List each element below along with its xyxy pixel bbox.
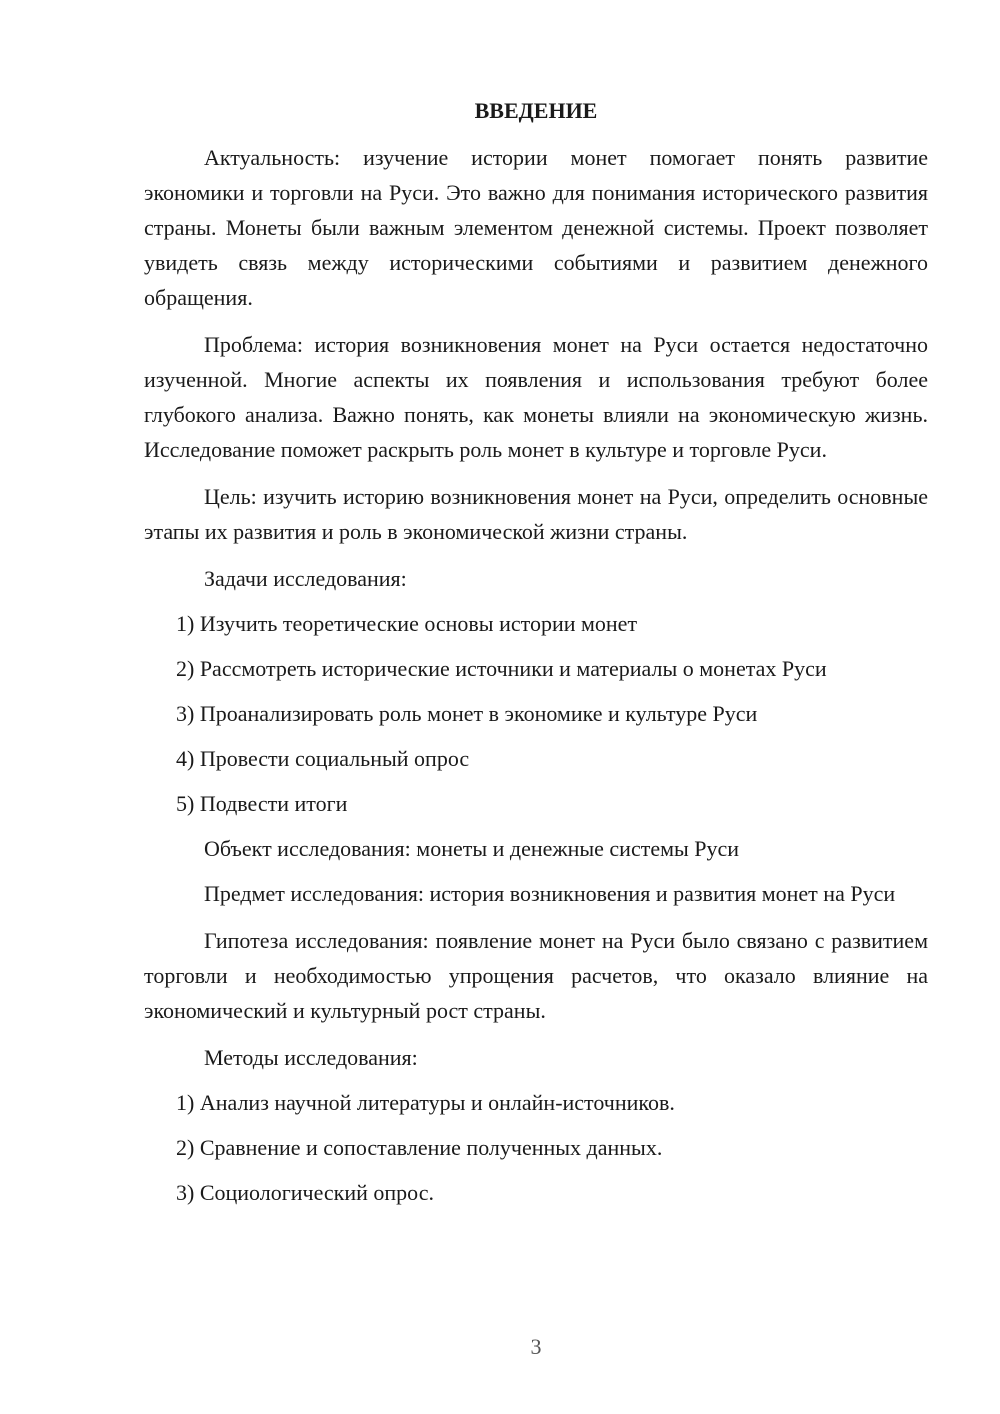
section-title: ВВЕДЕНИЕ xyxy=(474,98,598,123)
task-item: 4) Провести социальный опрос xyxy=(176,746,470,771)
task-item: 5) Подвести итоги xyxy=(176,791,348,816)
task-item: 3) Проанализировать роль монет в экономике и культуре Руси xyxy=(176,701,758,726)
subject-paragraph: Предмет исследования: история возникновения и развития монет на Руси xyxy=(204,881,896,906)
tasks-heading: Задачи исследования: xyxy=(204,566,407,591)
document-page xyxy=(144,96,928,1220)
relevance-paragraph: Актуальность: изучение истории монет помогает понять развитие экономики и торговли на Руси. Это важно для понимания исторического развития страны. Монеты были важным элементом денежной системы. Проект позволяет увидеть связь между историческими событиями и развитием денежного обращения. xyxy=(144,145,928,310)
method-item: 1) Анализ научной литературы и онлайн-источников. xyxy=(176,1090,675,1115)
method-item: 3) Социологический опрос. xyxy=(176,1180,434,1205)
task-item: 1) Изучить теоретические основы истории монет xyxy=(176,611,638,636)
object-paragraph: Объект исследования: монеты и денежные системы Руси xyxy=(204,836,740,861)
page-number: 3 xyxy=(530,1334,542,1359)
methods-heading: Методы исследования: xyxy=(204,1045,418,1070)
tasks-list xyxy=(144,606,928,821)
hypothesis-paragraph: Гипотеза исследования: появление монет на Руси было связано с развитием торговли и необходимостью упрощения расчетов, что оказало влияние на экономический и культурный рост страны. xyxy=(144,928,928,1023)
method-item: 2) Сравнение и сопоставление полученных данных. xyxy=(176,1135,663,1160)
problem-paragraph: Проблема: история возникновения монет на Руси остается недостаточно изученной. Многие аспекты их появления и использования требуют более глубокого анализа. Важно понять, как монеты влияли на экономическую жизнь. Исследование поможет раскрыть роль монет в культуре и торговле Руси. xyxy=(144,332,928,462)
goal-paragraph: Цель: изучить историю возникновения монет на Руси, определить основные этапы их развития и роль в экономической жизни страны. xyxy=(144,484,928,544)
task-item: 2) Рассмотреть исторические источники и материалы о монетах Руси xyxy=(176,656,827,681)
methods-list xyxy=(144,1085,928,1210)
